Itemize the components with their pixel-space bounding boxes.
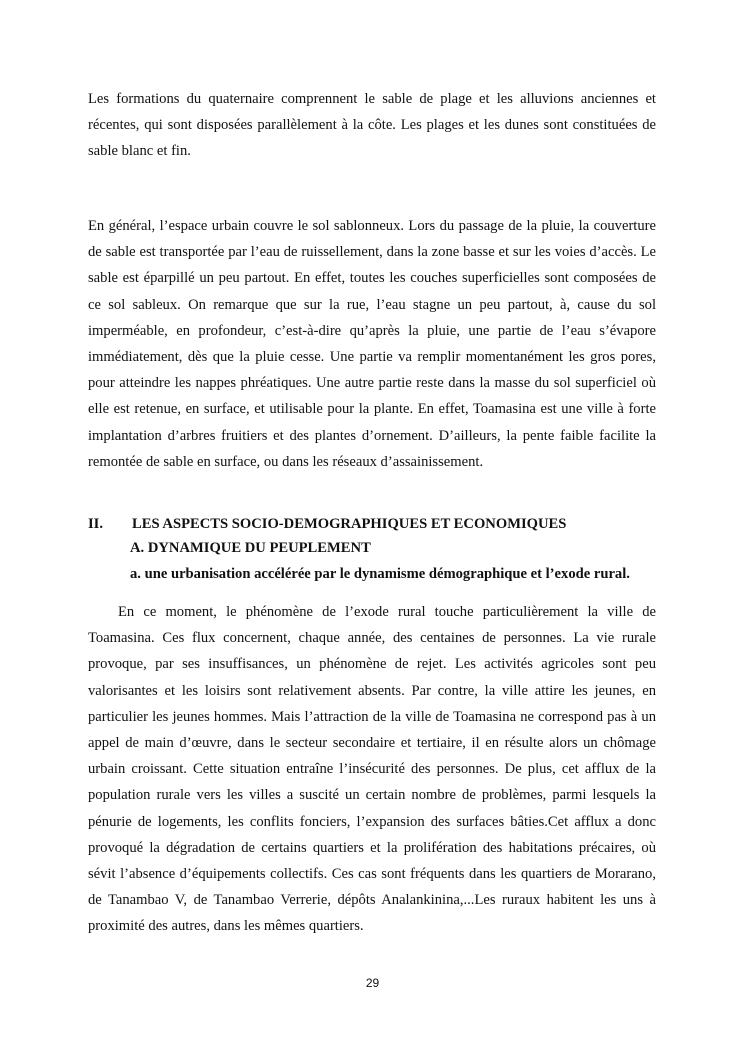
paragraph-quaternary-formations: Les formations du quaternaire comprennent le sable de plage et les alluvions anciennes et récentes, qui sont disposées parallèlement à la côte. Les plages et les dunes sont constituées de sable blanc et fin.: [88, 91, 656, 160]
section-title: LES ASPECTS SOCIO-DEMOGRAPHIQUES ET ECONOMIQUES: [132, 516, 567, 532]
page-number: 29: [365, 976, 380, 990]
subsection-heading: A. DYNAMIQUE DU PEUPLEMENT: [130, 540, 371, 556]
paragraph-rural-exodus: En ce moment, le phénomène de l’exode rural touche particulièrement la ville de Toamasina. Ces flux concernent, chaque année, des centaines de personnes. La vie rurale provoque, par ses insuffisances, un phénomène de rejet. Les activités agricoles sont peu valorisantes et les loisirs sont relativement absents. Par contre, la ville attire les jeunes, en particulier les jeunes hommes. Mais l’attraction de la ville de Toamasina ne correspond pas à un appel de main d’œuvre, dans le secteur secondaire et tertiaire, il en résulte alors un chômage urbain croissant. Cette situation entraîne l’insécurité des personnes. De plus, cet afflux de la population rurale vers les villes a suscité un certain nombre de problèmes, parmi lesquels la pénurie de logements, les conflits fonciers, l’expansion des surfaces bâties.Cet afflux a donc provoqué la dégradation de certains quartiers et la prolifération des habitations précaires, où sévit l’absence d’équipements collectifs. Ces cas sont fréquents dans les quartiers de Morarano, de Tanambao V, de Tanambao Verrerie, dépôts Analankinina,...Les ruraux habitent les uns à proximité des autres, dans les mêmes quartiers.: [88, 604, 656, 935]
section-heading: [88, 514, 656, 534]
sub-subsection-heading: a. une urbanisation accélérée par le dynamisme démographique et l’exode rural.: [130, 566, 630, 582]
section-number: II.: [88, 516, 104, 532]
paragraph-urban-space-soil: En général, l’espace urbain couvre le sol sablonneux. Lors du passage de la pluie, la couverture de sable est transportée par l’eau de ruissellement, dans la zone basse et sur les voies d’accès. Le sable est éparpillé un peu partout. En effet, toutes les couches superficielles sont composées de ce sol sableux. On remarque que sur la rue, l’eau stagne un peu partout, à, cause du sol imperméable, en profondeur, c’est-à-dire qu’après la pluie, une partie de l’eau s’évapore immédiatement, dès que la pluie cesse. Une partie va remplir momentanément les gros pores, pour atteindre les nappes phréatiques. Une autre partie reste dans la masse du sol superficiel où elle est retenue, en surface, et utilisable pour la plante. En effet, Toamasina est une ville à forte implantation d’arbres fruitiers et des plantes d’ornement. D’ailleurs, la pente faible facilite la remontée de sable en surface, ou dans les réseaux d’assainissement.: [88, 218, 656, 470]
